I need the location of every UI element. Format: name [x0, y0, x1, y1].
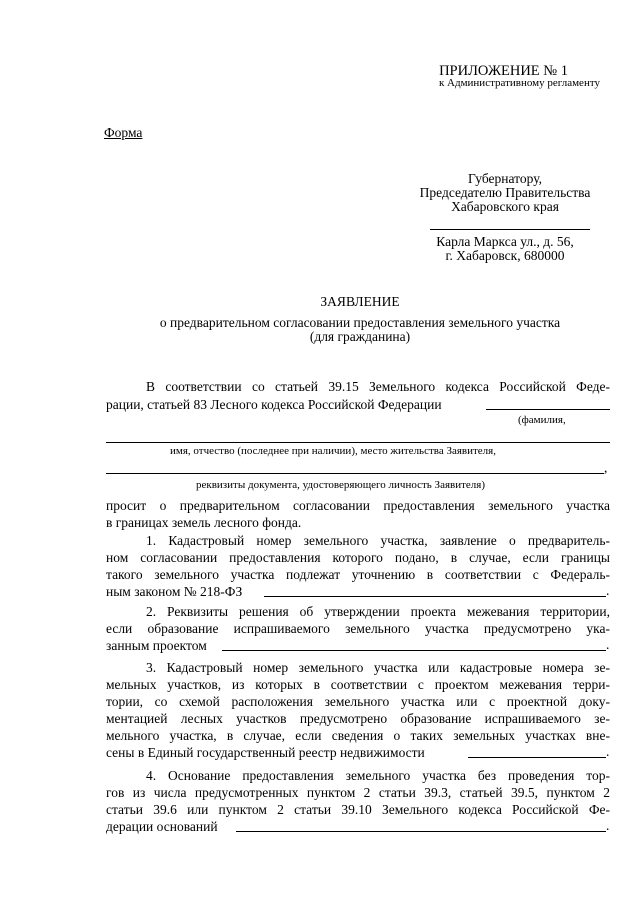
address-line-1: Карла Маркса ул., д. 56, — [436, 234, 574, 249]
item-4-line-4: дерации оснований — [106, 819, 218, 834]
comma: , — [604, 460, 608, 475]
grounds-field[interactable] — [236, 831, 606, 832]
surname-hint: (фамилия, — [518, 414, 566, 426]
item-1-line-4: ным законом № 218-ФЗ — [106, 584, 243, 599]
item-1-line-1: 1. Кадастровый номер земельного участка, заявление о предваритель- — [146, 533, 610, 548]
addressee-separator — [430, 229, 590, 230]
identity-document-field[interactable] — [106, 473, 604, 474]
item-1-line-2: ном согласовании предоставления которого подано, в случае, если границы — [106, 550, 610, 565]
addressee-line-1: Губернатору, — [468, 171, 542, 186]
addressee-line-3: Хабаровского края — [451, 199, 559, 214]
period: . — [606, 583, 610, 598]
item-3-line-3: тории, со схемой расположения земельного участка или с проектной доку- — [106, 694, 610, 709]
period: . — [606, 744, 610, 759]
appendix-title: ПРИЛОЖЕНИЕ № 1 — [439, 63, 568, 79]
item-2-line-2: если образование испрашиваемого земельного участка предусмотрено ука- — [106, 621, 610, 636]
name-residence-hint: имя, отчество (последнее при наличии), место жительства Заявителя, — [170, 445, 496, 457]
item-4-line-3: статьи 39.6 или пунктом 2 статьи 39.10 Земельного кодекса Российской Фе- — [106, 802, 610, 817]
address-line-2: г. Хабаровск, 680000 — [445, 248, 565, 263]
request-line-1: просит о предварительном согласовании предоставления земельного участка — [106, 498, 610, 513]
item-3-line-5: мельного участка, в случае, если сведения о таких земельных участках вне- — [106, 728, 610, 743]
identity-document-hint: реквизиты документа, удостоверяющего личность Заявителя) — [196, 479, 485, 491]
survey-project-field[interactable] — [222, 650, 606, 651]
surname-field[interactable] — [486, 409, 610, 410]
appendix-subtitle: к Административному регламенту — [438, 77, 600, 89]
intro-line-1: В соответствии со статьей 39.15 Земельного кодекса Российской Феде- — [146, 379, 610, 394]
form-label: Форма — [104, 125, 143, 140]
period: . — [606, 818, 610, 833]
document-subtitle: о предварительном согласовании предоставления земельного участка — [159, 315, 561, 330]
request-line-2: в границах земель лесного фонда. — [106, 515, 302, 530]
source-parcels-field[interactable] — [468, 757, 606, 758]
document-title: ЗАЯВЛЕНИЕ — [320, 294, 400, 309]
intro-line-2: рации, статьей 83 Лесного кодекса Российской Федерации — [106, 397, 442, 412]
item-3-line-1: 3. Кадастровый номер земельного участка или кадастровые номера зе- — [146, 660, 610, 675]
item-1-line-3: такого земельного участка подлежат уточнению в соответствии с Федераль- — [106, 567, 610, 582]
document-subtitle-2: (для гражданина) — [309, 329, 411, 344]
item-3-line-2: мельных участков, из которых в соответствии с проектом межевания терри- — [106, 677, 610, 692]
item-4-line-2: гов из числа предусмотренных пунктом 2 статьи 39.3, статьей 39.5, пунктом 2 — [106, 785, 610, 800]
addressee-line-2: Председателю Правительства — [419, 185, 591, 200]
cadastral-number-field[interactable] — [264, 596, 606, 597]
item-3-line-4: ментацией лесных участков предусмотрено образование испрашиваемого зе- — [106, 711, 610, 726]
item-3-line-6: сены в Единый государственный реестр недвижимости — [106, 745, 425, 760]
item-2-line-3: занным проектом — [106, 638, 207, 653]
item-4-line-1: 4. Основание предоставления земельного участка без проведения тор- — [146, 768, 610, 783]
item-2-line-1: 2. Реквизиты решения об утверждении проекта межевания территории, — [146, 604, 610, 619]
name-residence-field[interactable] — [106, 442, 610, 443]
period: . — [606, 637, 610, 652]
